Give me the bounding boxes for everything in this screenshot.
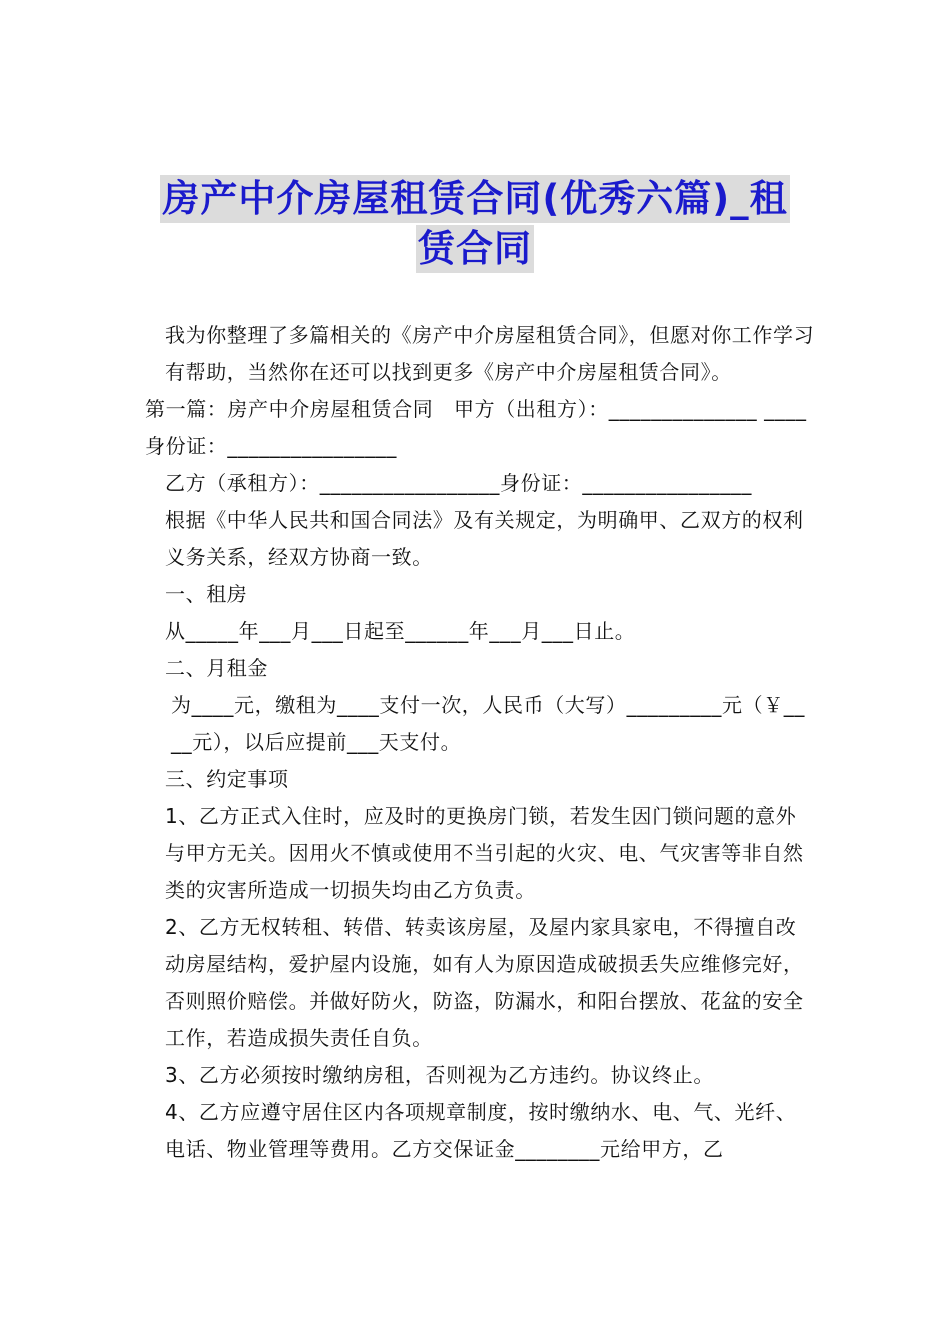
paragraph: 2、乙方无权转租、转借、转卖该房屋，及屋内家具家电，不得擅自改动房屋结构，爱护屋内设施，如有人为原因造成破损丢失应维修完好，否则照价赔偿。并做好防火，防盗，防漏水，和阳台摆放、花盆的安全工作，若造成损失责任自负。 [165, 915, 804, 1050]
section-heading: 一、租房 [165, 582, 248, 606]
paragraph: 1、乙方正式入住时，应及时的更换房门锁，若发生因门锁问题的意外与甲方无关。因用火不慎或使用不当引起的火灾、电、气灾害等非自然类的灾害所造成一切损失均由乙方负责。 [165, 804, 804, 902]
paragraph: 3、乙方必须按时缴纳房租，否则视为乙方违约。协议终止。 [165, 1063, 714, 1087]
paragraph: 我为你整理了多篇相关的《房产中介房屋租赁合同》，但愿对你工作学习有帮助，当然你在还可以找到更多《房产中介房屋租赁合同》。 [165, 323, 815, 384]
paragraph: 根据《中华人民共和国合同法》及有关规定，为明确甲、乙双方的权利义务关系，经双方协商一致。 [165, 508, 804, 569]
title-line-1: 房产中介房屋租赁合同(优秀六篇)_租 [160, 175, 789, 223]
paragraph: 为____元，缴租为____支付一次，人民币（大写）_________元（￥____元），以后应提前___天支付。 [171, 693, 805, 754]
paragraph: 4、乙方应遵守居住区内各项规章制度，按时缴纳水、电、气、光纤、电话、物业管理等费用。乙方交保证金________元给甲方，乙 [165, 1100, 797, 1161]
section-heading: 二、月租金 [165, 656, 268, 680]
document-body [145, 317, 815, 1168]
paragraph: 乙方（承租方）：_________________身份证：________________ [165, 471, 752, 495]
title-line-2: 赁合同 [416, 225, 534, 273]
section-heading: 三、约定事项 [165, 767, 289, 791]
paragraph: 从_____年___月___日起至______年___月___日止。 [165, 619, 636, 643]
paragraph: 第一篇：房产中介房屋租赁合同 甲方（出租方）：______________ ____身份证：________________ [145, 397, 807, 458]
document-title [0, 175, 950, 273]
